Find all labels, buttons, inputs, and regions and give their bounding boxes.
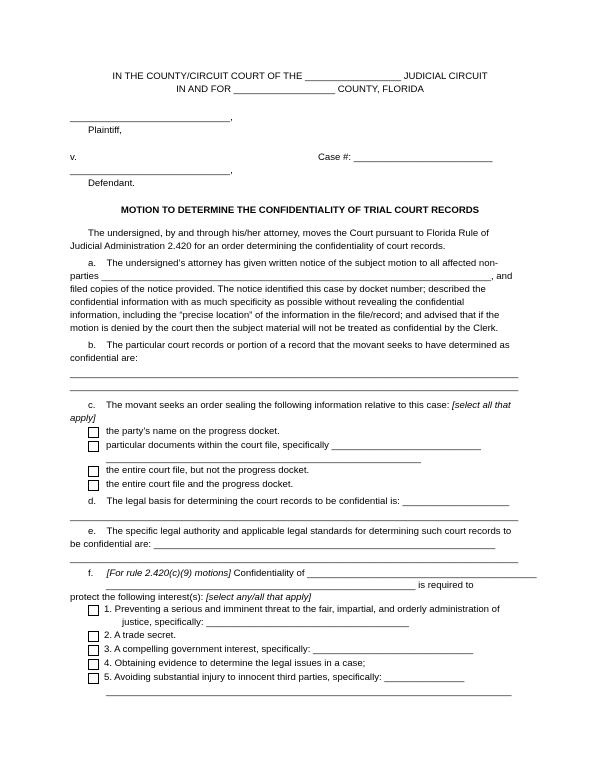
para-a-line-2[interactable]: parties _________________________________________________________________________, and [70,271,513,282]
para-e-line-1: e. The specific legal authority and applicable legal standards for determining such court records to [88,526,512,537]
interest-5-cont[interactable]: ____________________________________________________________________________ [106,686,512,697]
seal-option-2-blank[interactable]: ___________________________________________________________ [106,453,421,464]
para-a-line-6: motion is denied by the court then the subject material will not be treated as confidential by the Clerk. [70,323,499,334]
para-c-instruction: [select all that [452,400,511,411]
defendant-blank[interactable]: ______________________________, [70,165,233,176]
para-b-line-2: confidential are: [70,353,138,364]
interest-4: 4. Obtaining evidence to determine the legal issues in a case; [104,658,366,669]
para-a-line-5: information, including the “precise location” of the information in the file/record; and advised that if the [70,310,500,321]
seal-option-3: the entire court file, but not the progress docket. [106,465,310,476]
para-f-interest-text: protect the following interest(s): [70,592,206,603]
para-b-line-1: b. The particular court records or portion of a record that the movant seeks to have determined as [88,340,510,351]
para-f-instruction: [select any/all that apply] [205,592,312,603]
para-e-blank[interactable]: ____________________________________________________________________________________ [70,553,519,564]
para-f-line-1[interactable] [88,568,537,580]
interest-5-checkbox[interactable] [88,673,99,684]
para-f-text[interactable]: Confidentiality of ___________________________________________ [230,568,537,579]
interest-5[interactable]: 5. Avoiding substantial injury to innocent third parties, specifically: _______________ [104,672,465,683]
interest-2: 2. A trade secret. [104,630,176,641]
interest-1-checkbox[interactable] [88,605,99,616]
seal-option-1: the party’s name on the progress docket. [106,426,280,437]
interest-3[interactable]: 3. A compelling government interest, specifically: ______________________________ [104,644,474,655]
case-number-field[interactable]: Case #: __________________________ [318,152,493,163]
intro-line-1: The undersigned, by and through his/her attorney, moves the Court pursuant to Florida Rule of [88,228,489,239]
interest-3-checkbox[interactable] [88,645,99,656]
seal-name-checkbox[interactable] [88,427,99,438]
court-heading-line-2: IN AND FOR ___________________ COUNTY, FLORIDA [176,84,424,95]
versus-label: v. [70,152,77,163]
interest-4-checkbox[interactable] [88,659,99,670]
para-a-line-1: a. The undersigned’s attorney has given written notice of the subject motion to all affected non- [88,258,499,269]
para-e-line-2[interactable]: be confidential are: ________________________________________________________________ [70,539,496,550]
intro-line-2: Judicial Administration 2.420 for an order determining the confidentiality of court records. [70,241,446,252]
para-f-line-3 [70,592,311,604]
seal-file-docket-checkbox[interactable] [88,480,99,491]
interest-1: 1. Preventing a serious and imminent threat to the fair, impartial, and orderly administration of [104,604,500,615]
para-f-label: f. [88,568,94,579]
seal-documents-checkbox[interactable] [88,441,99,452]
para-b-blank-1[interactable]: ____________________________________________________________________________________ [70,368,519,379]
para-f-rule-note: [For rule 2.420(c)(9) motions] [106,568,231,579]
para-f-line-2[interactable]: __________________________________________________________ is required to [106,580,474,591]
para-d-line-1[interactable]: d. The legal basis for determining the court records to be confidential is: ____________________ [88,496,510,507]
para-b-blank-2[interactable]: ____________________________________________________________________________________ [70,381,519,392]
seal-file-checkbox[interactable] [88,466,99,477]
court-heading-line-1: IN THE COUNTY/CIRCUIT COURT OF THE __________________ JUDICIAL CIRCUIT [112,71,488,82]
plaintiff-label: Plaintiff, [88,125,122,136]
defendant-label: Defendant. [88,178,135,189]
motion-title: MOTION TO DETERMINE THE CONFIDENTIALITY OF TRIAL COURT RECORDS [120,205,480,216]
seal-option-4: the entire court file and the progress docket. [106,479,294,490]
para-c-text: c. The movant seeks an order sealing the following information relative to this case: [88,400,453,411]
para-a-line-4: confidential information with as much specificity as possible without revealing the confidential [70,297,465,308]
para-c-line-1 [88,400,511,412]
para-a-line-3: filed copies of the notice provided. The notice identified this case by docket number; described the [70,284,486,295]
interest-2-checkbox[interactable] [88,631,99,642]
interest-1-cont[interactable]: justice, specifically: ______________________________________ [122,617,409,628]
para-d-blank[interactable]: ____________________________________________________________________________________ [70,511,519,522]
seal-option-2[interactable]: particular documents within the court file, specifically ____________________________ [106,440,481,451]
plaintiff-blank[interactable]: ______________________________, [70,112,233,123]
para-c-instruction-cont: apply] [70,413,96,424]
